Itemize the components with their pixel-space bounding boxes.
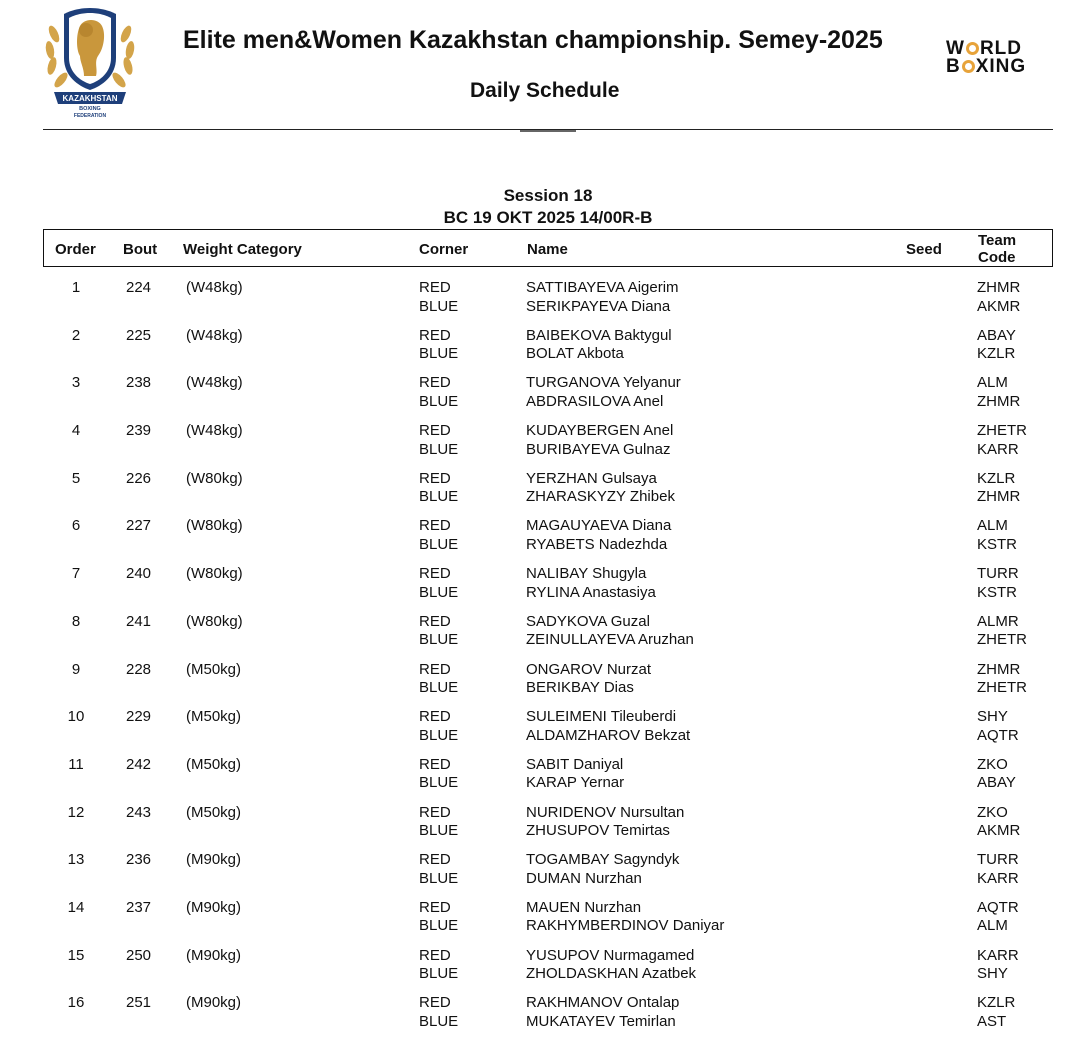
ring-icon: [966, 42, 979, 55]
session-name: Session 18: [503, 186, 593, 205]
bout-list: [0, 279, 1080, 1042]
table-row: [0, 661, 1080, 709]
red-team-code: ZKO: [977, 755, 1008, 773]
red-boxer-name: SADYKOVA Guzal: [526, 612, 650, 630]
weight-category: (M50kg): [186, 708, 242, 726]
table-row: [0, 374, 1080, 422]
col-order: Order: [55, 241, 96, 258]
weight-category: (W80kg): [186, 565, 243, 583]
col-corner: Corner: [419, 241, 469, 258]
blue-boxer-name: ZHARASKYZY Zhibek: [526, 488, 675, 506]
bout-order: 6: [71, 517, 81, 535]
col-seed: Seed: [906, 241, 942, 258]
blue-corner-label: BLUE: [419, 822, 459, 840]
red-corner-label: RED: [419, 469, 451, 487]
wb-text-w: W: [946, 38, 965, 59]
blue-team-code: AST: [977, 1012, 1007, 1030]
blue-corner-label: BLUE: [419, 535, 459, 553]
blue-boxer-name: RYLINA Anastasiya: [526, 583, 656, 601]
table-row: [0, 327, 1080, 375]
blue-team-code: KSTR: [977, 583, 1018, 601]
logo-text-federation: FEDERATION: [73, 113, 107, 118]
session-time: BC 19 OKT 2025 14/00R-B: [443, 208, 653, 227]
blue-boxer-name: RAKHYMBERDINOV Daniyar: [526, 917, 725, 935]
red-boxer-name: SABIT Daniyal: [526, 755, 624, 773]
bout-order: 14: [67, 898, 85, 916]
bout-order: 8: [71, 612, 81, 630]
weight-category: (M90kg): [186, 898, 242, 916]
blue-corner-label: BLUE: [419, 965, 459, 983]
table-row: [0, 565, 1080, 613]
table-row: [0, 708, 1080, 756]
col-team-code: [978, 232, 1038, 266]
bout-number: 224: [126, 279, 152, 296]
logo-text-kazakhstan: KAZAKHSTAN: [62, 94, 118, 103]
red-boxer-name: NALIBAY Shugyla: [526, 565, 647, 583]
blue-corner-label: BLUE: [419, 679, 459, 696]
bout-number: 227: [126, 517, 152, 535]
red-team-code: ZHETR: [977, 422, 1027, 440]
red-boxer-name: ONGAROV Nurzat: [526, 660, 652, 678]
red-team-code: ALM: [977, 374, 1008, 392]
bout-order: 7: [71, 565, 81, 583]
weight-category: (M90kg): [186, 946, 242, 964]
blue-team-code: ZHMR: [977, 392, 1021, 410]
weight-category: (W48kg): [186, 279, 243, 296]
bout-order: 10: [67, 708, 85, 726]
red-team-code: ALM: [977, 517, 1008, 535]
blue-boxer-name: BERIKBAY Dias: [526, 679, 634, 696]
blue-team-code: ALM: [977, 917, 1008, 935]
blue-corner-label: BLUE: [419, 726, 459, 744]
blue-corner-label: BLUE: [419, 774, 459, 792]
bout-number: 239: [126, 422, 152, 440]
red-boxer-name: RAKHMANOV Ontalap: [526, 994, 680, 1012]
weight-category: (W48kg): [186, 374, 243, 392]
blue-corner-label: BLUE: [419, 392, 459, 410]
blue-boxer-name: DUMAN Nurzhan: [526, 869, 642, 887]
blue-team-code: ABAY: [977, 774, 1016, 792]
blue-boxer-name: RYABETS Nadezhda: [526, 535, 668, 553]
weight-category: (W80kg): [186, 517, 243, 535]
red-corner-label: RED: [419, 612, 451, 630]
blue-team-code: ZHETR: [977, 679, 1027, 696]
bout-number: 226: [126, 469, 152, 487]
bout-order: 15: [67, 946, 85, 964]
red-corner-label: RED: [419, 755, 451, 773]
blue-team-code: ZHMR: [977, 488, 1021, 506]
weight-category: (M50kg): [186, 755, 242, 773]
red-corner-label: RED: [419, 374, 451, 392]
blue-team-code: AKMR: [977, 297, 1021, 315]
red-corner-label: RED: [419, 517, 451, 535]
table-row: [0, 804, 1080, 852]
bout-number: 243: [126, 803, 152, 821]
weight-category: (W80kg): [186, 612, 243, 630]
col-team-line1: Team: [978, 232, 1017, 249]
red-corner-label: RED: [419, 565, 451, 583]
red-team-code: ALMR: [977, 612, 1019, 630]
red-boxer-name: YUSUPOV Nurmagamed: [526, 946, 695, 964]
document-title: Elite men&Women Kazakhstan championship. Semey-2025: [183, 26, 883, 54]
red-team-code: SHY: [977, 708, 1008, 726]
col-name: Name: [527, 241, 568, 258]
blue-team-code: AQTR: [977, 726, 1019, 744]
red-boxer-name: TOGAMBAY Sagyndyk: [526, 851, 680, 869]
bout-order: 3: [71, 374, 81, 392]
table-row: [0, 851, 1080, 899]
table-row: [0, 422, 1080, 470]
blue-corner-label: BLUE: [419, 440, 459, 458]
blue-team-code: ZHETR: [977, 631, 1027, 649]
table-header: [43, 229, 1053, 267]
wb-text-rld: RLD: [979, 38, 1022, 59]
blue-boxer-name: BURIBAYEVA Gulnaz: [526, 440, 671, 458]
kazakhstan-boxing-federation-logo: [40, 4, 140, 118]
weight-category: (W48kg): [186, 422, 243, 440]
red-boxer-name: YERZHAN Gulsaya: [526, 469, 657, 487]
world-boxing-logo: [946, 40, 1050, 80]
blue-boxer-name: SERIKPAYEVA Diana: [526, 297, 671, 315]
blue-boxer-name: ZHUSUPOV Temirtas: [526, 822, 670, 840]
blue-corner-label: BLUE: [419, 631, 459, 649]
red-corner-label: RED: [419, 803, 451, 821]
blue-corner-label: BLUE: [419, 869, 459, 887]
blue-corner-label: BLUE: [419, 1012, 459, 1030]
bout-order: 4: [71, 422, 81, 440]
wb-text-xing: XING: [975, 56, 1027, 77]
bout-number: 250: [126, 946, 152, 964]
red-team-code: AQTR: [977, 898, 1019, 916]
blue-boxer-name: BOLAT Akbota: [526, 345, 624, 363]
document-subtitle: Daily Schedule: [470, 79, 620, 102]
logo-text-boxing: BOXING: [79, 106, 101, 112]
red-corner-label: RED: [419, 708, 451, 726]
table-row: [0, 517, 1080, 565]
bout-number: 251: [126, 994, 152, 1012]
blue-team-code: SHY: [977, 965, 1008, 983]
blue-boxer-name: ZEINULLAYEVA Aruzhan: [526, 631, 694, 649]
red-boxer-name: MAGAUYAEVA Diana: [526, 517, 672, 535]
bout-number: 237: [126, 898, 152, 916]
red-boxer-name: TURGANOVA Yelyanur: [526, 374, 681, 392]
bout-order: 11: [68, 755, 84, 773]
bout-number: 241: [126, 612, 152, 630]
red-team-code: TURR: [977, 565, 1019, 583]
bout-number: 240: [126, 565, 152, 583]
blue-corner-label: BLUE: [419, 297, 459, 315]
bout-order: 2: [71, 326, 81, 344]
blue-corner-label: BLUE: [419, 488, 459, 506]
red-team-code: ZHMR: [977, 660, 1021, 678]
red-team-code: KZLR: [977, 994, 1016, 1012]
bout-number: 228: [126, 660, 152, 678]
weight-category: (W48kg): [186, 326, 243, 344]
red-team-code: ABAY: [977, 326, 1016, 344]
weight-category: (W80kg): [186, 469, 243, 487]
red-corner-label: RED: [419, 946, 451, 964]
bout-number: 238: [126, 374, 152, 392]
red-corner-label: RED: [419, 279, 451, 296]
bout-number: 229: [126, 708, 152, 726]
bout-order: 12: [67, 803, 85, 821]
red-corner-label: RED: [419, 994, 451, 1012]
bout-order: 13: [67, 851, 85, 869]
red-boxer-name: MAUEN Nurzhan: [526, 898, 642, 916]
blue-boxer-name: KARAP Yernar: [526, 774, 625, 792]
header-divider-accent: [520, 130, 576, 132]
blue-corner-label: BLUE: [419, 583, 459, 601]
col-weight-category: Weight Category: [183, 241, 302, 258]
red-boxer-name: NURIDENOV Nursultan: [526, 803, 685, 821]
col-bout: Bout: [123, 241, 158, 258]
red-corner-label: RED: [419, 898, 451, 916]
table-row: [0, 279, 1080, 327]
weight-category: (M50kg): [186, 803, 242, 821]
blue-boxer-name: ALDAMZHAROV Bekzat: [526, 726, 691, 744]
red-team-code: KARR: [977, 946, 1019, 964]
blue-corner-label: BLUE: [419, 917, 459, 935]
table-row: [0, 994, 1080, 1042]
weight-category: (M50kg): [186, 660, 242, 678]
blue-boxer-name: ABDRASILOVA Anel: [526, 392, 664, 410]
red-team-code: KZLR: [977, 469, 1016, 487]
wb-text-b: B: [946, 56, 961, 77]
table-row: [0, 899, 1080, 947]
red-corner-label: RED: [419, 326, 451, 344]
bout-number: 225: [126, 326, 152, 344]
bout-order: 9: [71, 660, 81, 678]
blue-team-code: KZLR: [977, 345, 1016, 363]
ring-icon: [962, 60, 975, 73]
bout-order: 1: [71, 279, 81, 296]
table-row: [0, 470, 1080, 518]
blue-team-code: KSTR: [977, 535, 1018, 553]
red-boxer-name: SATTIBAYEVA Aigerim: [526, 279, 679, 296]
red-corner-label: RED: [419, 660, 451, 678]
blue-team-code: AKMR: [977, 822, 1021, 840]
bout-order: 5: [71, 469, 81, 487]
blue-team-code: KARR: [977, 440, 1019, 458]
blue-boxer-name: ZHOLDASKHAN Azatbek: [526, 965, 697, 983]
weight-category: (M90kg): [186, 994, 242, 1012]
blue-team-code: KARR: [977, 869, 1019, 887]
table-row: [0, 613, 1080, 661]
col-team-line2: Code: [978, 249, 1016, 266]
red-boxer-name: BAIBEKOVA Baktygul: [526, 326, 672, 344]
blue-boxer-name: MUKATAYEV Temirlan: [526, 1012, 676, 1030]
weight-category: (M90kg): [186, 851, 242, 869]
bout-number: 242: [126, 755, 152, 773]
red-boxer-name: SULEIMENI Tileuberdi: [526, 708, 677, 726]
red-team-code: TURR: [977, 851, 1019, 869]
table-row: [0, 756, 1080, 804]
bout-number: 236: [126, 851, 152, 869]
red-corner-label: RED: [419, 851, 451, 869]
bout-order: 16: [67, 994, 85, 1012]
blue-corner-label: BLUE: [419, 345, 459, 363]
red-corner-label: RED: [419, 422, 451, 440]
table-row: [0, 947, 1080, 995]
red-boxer-name: KUDAYBERGEN Anel: [526, 422, 674, 440]
red-team-code: ZKO: [977, 803, 1008, 821]
red-team-code: ZHMR: [977, 279, 1021, 296]
